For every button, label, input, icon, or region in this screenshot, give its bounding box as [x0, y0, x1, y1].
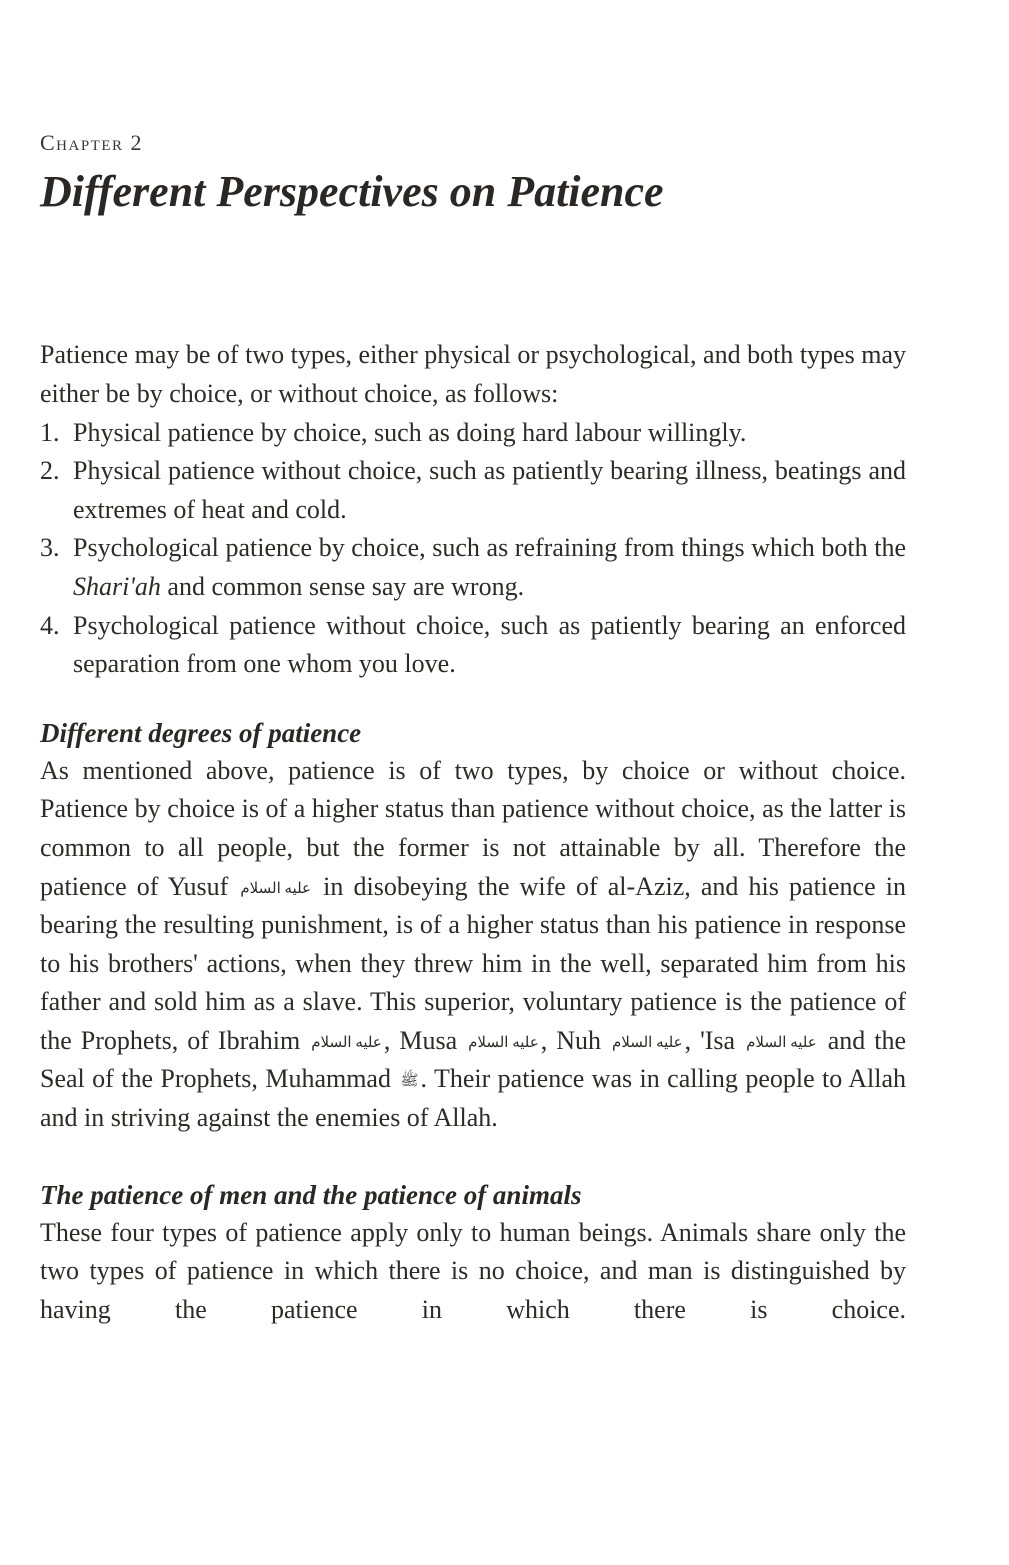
degrees-paragraph: [40, 752, 906, 1138]
list-item: [40, 414, 906, 453]
paragraph-text: , Musa: [383, 1025, 458, 1055]
list-item-text: and common sense say are wrong.: [160, 571, 525, 601]
paragraph-text: . Their patience was in calling people to Allah and in striving against the enemies of Allah.: [40, 1064, 906, 1133]
honorific-glyph: عليه السلام: [746, 1034, 817, 1051]
paragraph-text: , 'Isa: [684, 1025, 736, 1055]
honorific-glyph: عليه السلام: [240, 880, 311, 897]
book-page: [40, 132, 906, 1329]
list-item: [40, 452, 906, 529]
list-item-number: 4.: [40, 610, 60, 640]
list-item-text: Physical patience by choice, such as doing hard labour willingly.: [73, 417, 747, 447]
honorific-glyph: عليه السلام: [611, 1034, 683, 1051]
chapter-label: Chapter 2: [40, 130, 144, 155]
intro-paragraph: Patience may be of two types, either physical or psychological, and both types may either be by choice, or without choice, as follows:: [40, 340, 906, 408]
list-item-number: 1.: [40, 417, 60, 447]
honorific-glyph: عليه السلام: [468, 1034, 539, 1051]
list-item: [40, 529, 906, 606]
honorific-glyph: ﷺ: [400, 1073, 419, 1090]
list-item: [40, 607, 906, 684]
paragraph-text: , Nuh: [540, 1025, 601, 1055]
honorific-glyph: عليه السلام: [311, 1034, 382, 1051]
men-animals-section: [40, 1176, 906, 1330]
section-heading: The patience of men and the patience of animals: [40, 1179, 582, 1210]
list-item-number: 2.: [40, 456, 60, 486]
paragraph-text: and the Seal of the Prophets, Muhammad: [40, 1025, 906, 1094]
section-heading: Different degrees of patience: [40, 717, 362, 748]
list-item-text: Psychological patience without choice, such as patiently bearing an enforced separation from one whom you love.: [73, 610, 906, 679]
chapter-title: Different Perspectives on Patience: [40, 167, 664, 216]
intro-section: [40, 336, 906, 683]
list-item-number: 3.: [40, 533, 60, 563]
list-item-text: Psychological patience by choice, such as refraining from things which both the: [73, 533, 906, 563]
men-animals-paragraph: These four types of patience apply only to human beings. Animals share only the two types of patience in which there is no choice, and man is distinguished by having the patience in which there is choice.: [40, 1217, 906, 1324]
degrees-section: [40, 714, 906, 1138]
paragraph-text: in disobeying the wife of al-Aziz, and his patience in bearing the resulting punishment, is of a higher status than his patience in response to his brothers' actions, when they threw him in the well, separated him from his father and sold him as a slave. This superior, voluntary patience is the patience of the Prophets, of Ibrahim: [40, 871, 907, 1055]
patience-types-list: [40, 414, 906, 684]
list-item-text: Physical patience without choice, such as patiently bearing illness, beatings and extremes of heat and cold.: [73, 456, 906, 524]
paragraph-text: As mentioned above, patience is of two types, by choice or without choice. Patience by choice is of a higher status than patience without choice, as the latter is common to all people, but the former is not attainable by all. Therefore the patience of Yusuf: [40, 755, 906, 901]
list-item-italic-term: Shari'ah: [73, 571, 161, 601]
